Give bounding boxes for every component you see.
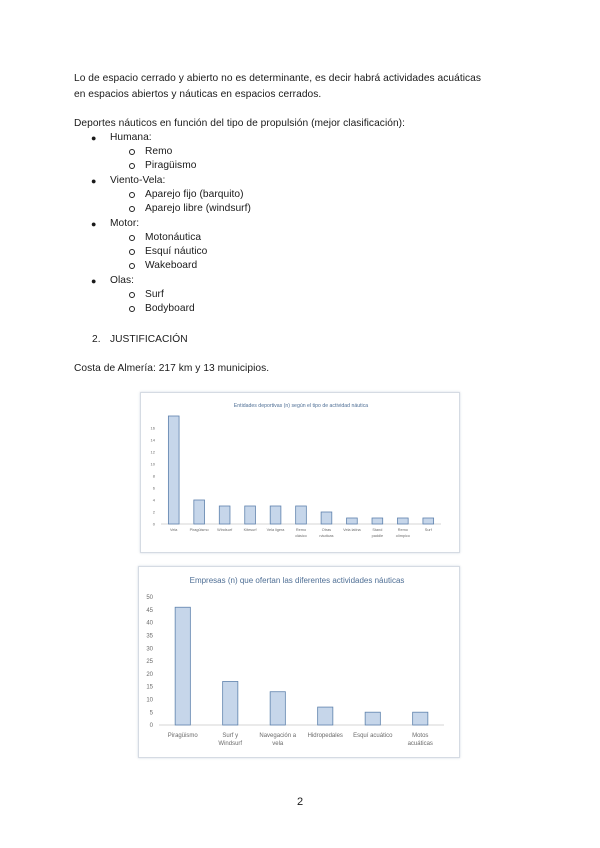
chart-entidades-svg [141,393,459,552]
group-label-viento-vela: Viento-Vela: [110,175,166,186]
x-tick-label: Remo [397,528,408,532]
classification-heading: Deportes náuticos en función del tipo de propulsión (mejor clasificación): [74,118,406,129]
y-tick-label: 6 [152,485,155,491]
y-tick-label: 8 [152,473,155,479]
y-tick-label: 10 [146,697,153,704]
bullet-dot: ● [91,176,97,186]
x-tick-label: Otras [321,528,332,532]
item-surf: Surf [145,289,164,300]
sub-bullet [129,163,135,169]
page-number: 2 [296,796,304,808]
y-tick-label: 5 [149,710,153,717]
bar-8 [347,518,358,524]
chart-title: Entidades deportivas (n) según el tipo de actividad náutica [233,403,369,409]
y-tick-label: 30 [146,646,153,653]
item-wakeboard: Wakeboard [145,260,198,271]
y-tick-label: 2 [152,509,155,515]
y-tick-label: 25 [146,659,153,666]
x-tick-label: paddle [371,534,384,538]
sub-bullet [129,292,135,298]
x-tick-label: Hidropedales [307,733,343,739]
x-tick-label: vela [272,741,284,747]
x-tick-label: Kitesurf [243,528,257,532]
y-tick-label: 20 [146,671,153,678]
x-tick-label: Stand [372,528,383,532]
bar-2 [194,500,205,524]
x-tick-label: Windsurf [217,528,233,532]
chart-title: Empresas (n) que ofertan las diferentes actividades náuticas [189,576,405,585]
x-tick-label: Windsurf [218,741,243,747]
x-tick-label: Vela [170,528,178,532]
x-tick-label: Navegación a [259,733,297,739]
y-tick-label: 16 [150,425,155,431]
group-label-motor: Motor: [110,218,140,229]
sub-bullet [129,206,135,212]
x-tick-label: Piragüismo [189,528,209,532]
y-tick-label: 4 [152,497,155,503]
y-tick-label: 50 [146,595,153,602]
bullet-dot: ● [91,133,97,143]
bullet-dot: ● [91,219,97,229]
bar-6 [413,712,428,725]
y-tick-label: 40 [146,620,153,627]
coast-text: Costa de Almería: 217 km y 13 municipios. [74,363,270,374]
x-tick-label: Vela latina [343,528,361,532]
item-esqui-nautico: Esquí náutico [145,246,208,257]
group-label-humana: Humana: [110,132,152,143]
bullet-dot: ● [91,276,97,286]
intro-line-1: Lo de espacio cerrado y abierto no es determinante, es decir habrá actividades acuáticas [74,73,482,84]
sub-bullet [129,235,135,241]
item-aparejo-fijo: Aparejo fijo (barquito) [145,189,244,200]
chart-empresas-svg [139,567,459,757]
sub-bullet [129,306,135,312]
bar-3 [219,506,230,524]
item-bodyboard: Bodyboard [145,303,195,314]
x-tick-label: olímpico [395,534,410,538]
section-title: JUSTIFICACIÓN [110,334,188,345]
x-tick-label: Piragüismo [167,733,198,739]
bar-6 [296,506,307,524]
bar-9 [372,518,383,524]
chart-entidades [140,392,460,553]
chart-empresas [138,566,460,758]
bar-2 [223,681,238,725]
sub-bullet [129,192,135,198]
y-tick-label: 10 [150,461,155,467]
x-tick-label: Vela ligera [266,528,285,532]
sub-bullet [129,249,135,255]
section-number: 2. [92,334,101,345]
x-tick-label: Esquí acuático [353,733,393,739]
y-tick-label: 0 [149,723,153,730]
item-piraguismo: Piragüismo [145,160,197,171]
item-remo: Remo [145,146,173,157]
y-tick-label: 12 [150,449,155,455]
y-tick-label: 15 [146,684,153,691]
bar-4 [245,506,256,524]
x-tick-label: Remo [295,528,307,532]
bar-7 [321,512,332,524]
y-tick-label: 0 [152,521,155,527]
bar-10 [397,518,408,524]
sub-bullet [129,263,135,269]
sub-bullet [129,149,135,155]
x-tick-label: Motos [412,733,429,739]
y-tick-label: 45 [146,607,153,614]
x-tick-label: náuticas [319,534,334,538]
x-tick-label: Surf y [222,733,239,739]
bar-1 [175,607,190,725]
bar-5 [365,712,380,725]
y-tick-label: 35 [146,633,153,640]
x-tick-label: acuáticas [407,741,433,747]
x-tick-label: Surf [424,528,432,532]
item-aparejo-libre: Aparejo libre (windsurf) [145,203,251,214]
bar-5 [270,506,281,524]
intro-line-2: en espacios abiertos y náuticas en espacios cerrados. [74,89,322,100]
group-label-olas: Olas: [110,275,135,286]
bar-4 [318,707,333,725]
bar-11 [423,518,434,524]
item-motonautica: Motonáutica [145,232,202,243]
bar-1 [168,416,179,524]
x-tick-label: clásico [295,534,307,538]
bar-3 [270,692,285,725]
y-tick-label: 14 [150,437,155,443]
